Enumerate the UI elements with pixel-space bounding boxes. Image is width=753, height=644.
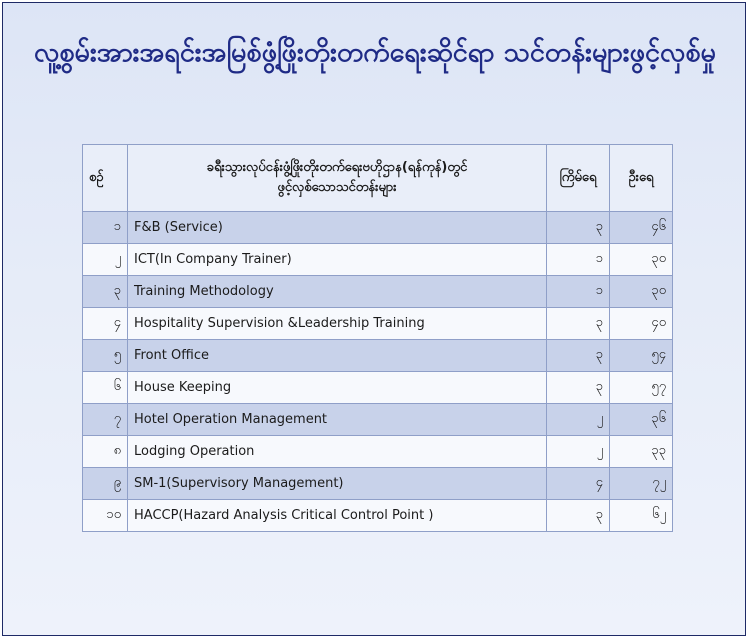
batches-count: ၃ [547, 308, 610, 340]
trainees-count: ၃၀ [610, 276, 673, 308]
batches-count: ၃ [547, 340, 610, 372]
table-row [83, 468, 673, 500]
course-name: Front Office [128, 340, 547, 372]
batches-count: ၁ [547, 244, 610, 276]
header-batches: ကြိမ်ရေ [547, 145, 610, 212]
header-course-name-line1: ခရီးသွားလုပ်ငန်းဖွံ့ဖြိုးတိုးတက်ရေးဗဟိုဌာန(ရန်ကုန်)တွင် [206, 160, 468, 175]
batches-count: ၃ [547, 500, 610, 532]
table-header-row [83, 145, 673, 212]
header-course-name [128, 145, 547, 212]
course-name: F&B (Service) [128, 212, 547, 244]
batches-count: ၂ [547, 404, 610, 436]
row-number: ၅ [83, 340, 128, 372]
trainees-count: ၄၀ [610, 308, 673, 340]
trainees-count: ၇၂ [610, 468, 673, 500]
courses-table [82, 144, 673, 532]
course-name: Hospitality Supervision &Leadership Training [128, 308, 547, 340]
table-row [83, 276, 673, 308]
trainees-count: ၄၆ [610, 212, 673, 244]
row-number: ၂ [83, 244, 128, 276]
row-number: ၉ [83, 468, 128, 500]
course-name: Hotel Operation Management [128, 404, 547, 436]
trainees-count: ၃၃ [610, 436, 673, 468]
trainees-count: ၃၆ [610, 404, 673, 436]
batches-count: ၃ [547, 372, 610, 404]
table-row [83, 308, 673, 340]
row-number: ၁ [83, 212, 128, 244]
batches-count: ၂ [547, 436, 610, 468]
course-name: ICT(In Company Trainer) [128, 244, 547, 276]
page-title: လူ့စွမ်းအားအရင်းအမြစ်ဖွံ့ဖြိုးတိုးတက်ရေးဆိုင်ရာ သင်တန်းများဖွင့်လှစ်မှု [34, 37, 716, 68]
table-row [83, 244, 673, 276]
table-row [83, 404, 673, 436]
table-row [83, 340, 673, 372]
course-name: House Keeping [128, 372, 547, 404]
row-number: ၆ [83, 372, 128, 404]
row-number: ၃ [83, 276, 128, 308]
batches-count: ၃ [547, 212, 610, 244]
table-row [83, 500, 673, 532]
course-name: Lodging Operation [128, 436, 547, 468]
table-body [83, 212, 673, 532]
header-no: စဉ် [83, 145, 128, 212]
course-name: HACCP(Hazard Analysis Critical Control Point ) [128, 500, 547, 532]
trainees-count: ၆၂ [610, 500, 673, 532]
trainees-count: ၅၄ [610, 340, 673, 372]
row-number: ၇ [83, 404, 128, 436]
course-name: SM-1(Supervisory Management) [128, 468, 547, 500]
table-row [83, 436, 673, 468]
infographic-frame [2, 2, 746, 636]
table-row [83, 212, 673, 244]
header-trainees: ဦးရေ [610, 145, 673, 212]
row-number: ၁၀ [83, 500, 128, 532]
table-row [83, 372, 673, 404]
trainees-count: ၃၀ [610, 244, 673, 276]
row-number: ၄ [83, 308, 128, 340]
batches-count: ၁ [547, 276, 610, 308]
course-name: Training Methodology [128, 276, 547, 308]
trainees-count: ၅၇ [610, 372, 673, 404]
header-course-name-line2: ဖွင့်လှစ်သောသင်တန်းများ [277, 180, 397, 195]
batches-count: ၄ [547, 468, 610, 500]
row-number: ၈ [83, 436, 128, 468]
